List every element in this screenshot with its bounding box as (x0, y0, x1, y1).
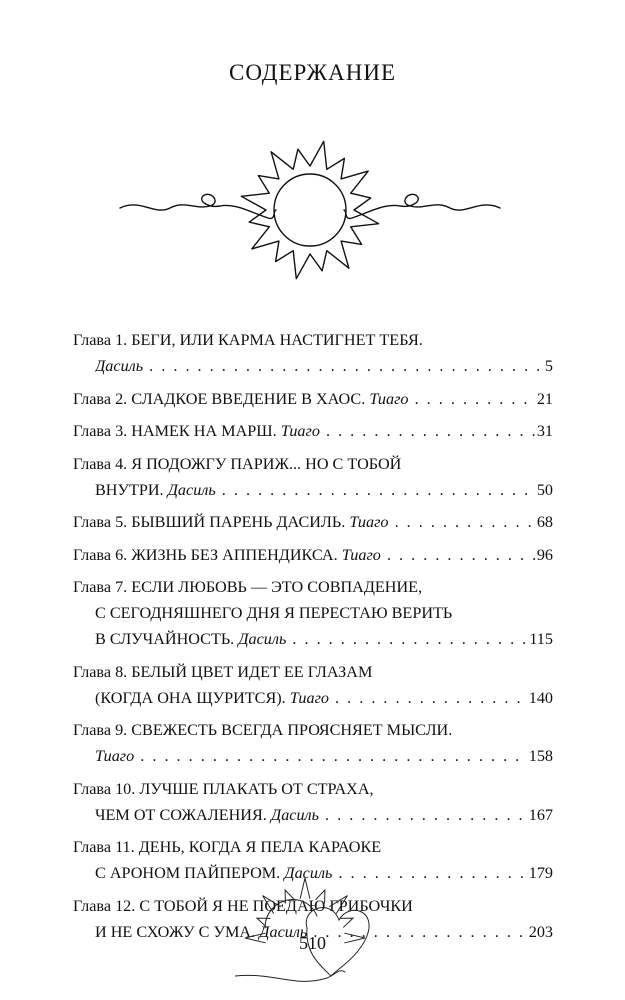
toc-entry-author: Дасиль (284, 864, 333, 882)
toc-entry-author: Дасиль (259, 922, 308, 941)
toc-entry-page: 203 (528, 922, 553, 941)
toc-entry-author: Дасиль (167, 480, 216, 499)
toc-entry-page: 50 (536, 480, 553, 499)
toc-entry-title: ВНУТРИ. (95, 480, 164, 499)
toc-entry-lead (73, 509, 535, 535)
toc-entry[interactable] (73, 717, 553, 769)
toc-entry-title: Глава 11. ДЕНЬ, КОГДА Я ПЕЛА КАРАОКЕ (73, 838, 382, 856)
toc-entry-page: 68 (536, 513, 553, 531)
toc-entry-title: В СЛУЧАЙНОСТЬ. (95, 630, 235, 648)
toc-entry-lead (95, 477, 535, 503)
toc-entry-title: (КОГДА ОНА ЩУРИТСЯ). (95, 688, 286, 707)
toc-entry-lead (95, 685, 527, 711)
toc-entry-page: 5 (544, 357, 553, 375)
page-number: 510 (299, 933, 326, 953)
toc-entry[interactable] (73, 386, 553, 412)
toc-entry-page: 179 (528, 864, 553, 882)
toc-entry-lead (73, 542, 535, 568)
toc-entry[interactable] (73, 574, 553, 652)
toc-entry-title: Глава 2. СЛАДКОЕ ВВЕДЕНИЕ В ХАОС. (73, 389, 366, 408)
toc-entry-title: Глава 10. ЛУЧШЕ ПЛАКАТЬ ОТ СТРАХА, (73, 779, 374, 798)
toc-entry-title: С СЕГОДНЯШНЕГО ДНЯ Я ПЕРЕСТАЮ ВЕРИТЬ (95, 604, 453, 622)
toc-entry-title: Глава 8. БЕЛЫЙ ЦВЕТ ИДЕТ ЕЕ ГЛАЗАМ (73, 662, 373, 681)
toc-entry-title: Глава 9. СВЕЖЕСТЬ ВСЕГДА ПРОЯСНЯЕТ МЫСЛИ. (73, 721, 453, 739)
toc-entry-page: 158 (528, 747, 553, 765)
toc-entry-author: Дасиль (95, 357, 144, 375)
toc-entry-author: Дасиль (270, 805, 319, 824)
toc-entry-page: 167 (528, 805, 553, 824)
toc-entry-author: Тиаго (341, 545, 381, 564)
toc-entry-title: Глава 3. НАМЕК НА МАРШ. (73, 422, 277, 440)
toc-entry-title: Глава 7. ЕСЛИ ЛЮБОВЬ — ЭТО СОВПАДЕНИЕ, (73, 578, 423, 596)
toc-entry[interactable] (73, 451, 553, 503)
toc-entry[interactable] (73, 327, 553, 379)
toc-entry-title: Глава 4. Я ПОДОЖГУ ПАРИЖ... НО С ТОБОЙ (73, 454, 402, 473)
toc-entry-author: Тиаго (95, 747, 135, 765)
toc-entry-author: Тиаго (369, 389, 409, 408)
toc-entry-page: 31 (536, 422, 553, 440)
toc-entry-author: Тиаго (289, 688, 329, 707)
toc-entry-author: Тиаго (280, 422, 320, 440)
toc-entry[interactable] (73, 509, 553, 535)
toc-entry-title: Глава 6. ЖИЗНЬ БЕЗ АППЕНДИКСА. (73, 545, 338, 564)
toc-entry[interactable] (73, 542, 553, 568)
toc-entry-title: Глава 5. БЫВШИЙ ПАРЕНЬ ДАСИЛЬ. (73, 513, 346, 531)
toc-entry-lead (73, 386, 535, 412)
toc-entry-page: 21 (536, 389, 553, 408)
toc-entry-author: Тиаго (349, 513, 389, 531)
toc-entry-title: ЧЕМ ОТ СОЖАЛЕНИЯ. (95, 805, 267, 824)
page-title: СОДЕРЖАНИЕ (228, 60, 396, 85)
toc-entry-lead (95, 353, 543, 379)
toc-entry[interactable] (73, 659, 553, 711)
toc-entry[interactable] (73, 776, 553, 828)
toc-entry-title: Глава 1. БЕГИ, ИЛИ КАРМА НАСТИГНЕТ ТЕБЯ. (73, 331, 423, 349)
toc-entry[interactable] (73, 418, 553, 444)
toc-entry-title: С АРОНОМ ПАЙПЕРОМ. (95, 864, 281, 882)
toc-entry-lead (73, 418, 535, 444)
sun-ornament-icon (110, 138, 510, 288)
toc-list (73, 327, 553, 951)
toc-entry-page: 140 (528, 688, 553, 707)
toc-entry-page: 96 (536, 545, 553, 564)
toc-entry-title: И НЕ СХОЖУ С УМА. (95, 922, 256, 941)
toc-entry-lead (95, 743, 527, 769)
toc-entry-title: Глава 12. С ТОБОЙ Я НЕ ПОЕДАЮ ГРИБОЧКИ (73, 896, 413, 915)
toc-entry-page: 115 (529, 630, 553, 648)
toc-entry-lead (95, 626, 527, 652)
toc-entry-author: Дасиль (238, 630, 287, 648)
toc-entry-lead (95, 802, 527, 828)
